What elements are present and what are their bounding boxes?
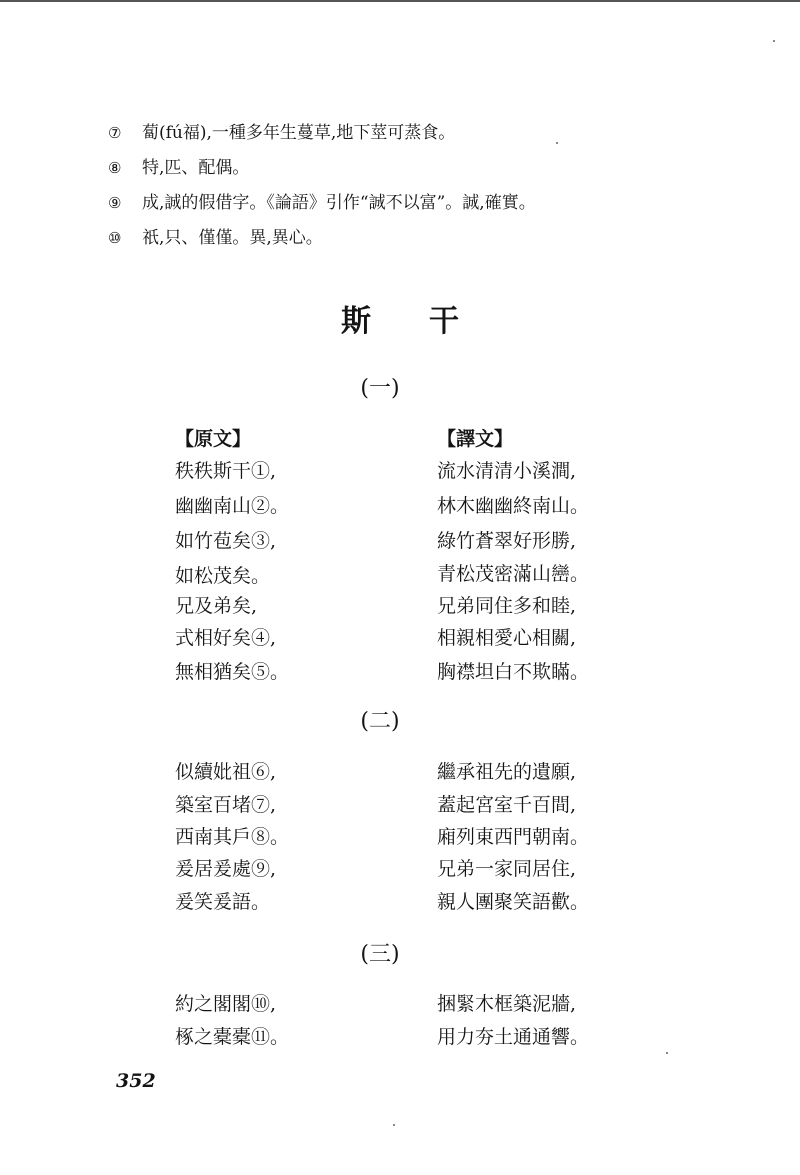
original-line: 爰笑爰語。 [175,891,271,913]
original-line: 如竹苞矣③, [175,530,277,552]
translation-line: 胸襟坦白不欺瞞。 [437,661,590,683]
translation-line: 廂列東西門朝南。 [437,826,590,848]
original-line: 式相好矣④, [175,627,277,649]
original-text-heading: 【原文】 [175,428,252,450]
translation-line: 用力夯土通通響。 [437,1026,590,1048]
top-border-line [0,0,800,2]
translation-heading: 【譯文】 [437,428,514,450]
original-line: 秩秩斯干①, [175,460,277,482]
original-line: 如松茂矣。 [175,565,271,587]
footnotes [108,122,728,262]
scan-speck [773,40,775,42]
poem-title: 斯干 [341,304,517,339]
translation-line: 捆緊木框築泥牆, [437,993,577,1015]
footnote-number: ⑦ [108,124,122,142]
footnote [108,157,728,192]
translation-line: 相親相愛心相關, [437,627,577,649]
original-line: 約之閣閣⑩, [175,993,277,1015]
footnote-number: ⑨ [108,194,122,212]
scan-speck [393,1124,395,1126]
translation-line: 兄弟同住多和睦, [437,595,577,617]
footnote-text: 蔔(fú福),一種多年生蔓草,地下莖可蒸食。 [142,123,456,143]
scan-speck [556,142,558,144]
section-heading: (一) [360,376,400,401]
footnote-number: ⑧ [108,159,122,177]
footnote-number: ⑩ [108,229,122,247]
footnote [108,227,728,262]
footnote-text: 祇,只、僅僅。異,異心。 [142,228,323,248]
translation-line: 流水清清小溪澗, [437,460,577,482]
footnote-text: 特,匹、配偶。 [142,158,250,178]
scan-speck [666,1052,668,1054]
original-line: 幽幽南山②。 [175,495,290,517]
translation-line: 綠竹蒼翠好形勝, [437,530,577,552]
translation-line: 林木幽幽終南山。 [437,495,590,517]
original-line: 爰居爰處⑨, [175,858,277,880]
section-heading: (二) [360,709,400,734]
footnote-text: 成,誠的假借字。《論語》引作“誠不以富”。誠,確實。 [142,193,536,213]
translation-line: 親人團聚笑語歡。 [437,891,590,913]
original-line: 築室百堵⑦, [175,794,277,816]
section-heading: (三) [360,942,400,967]
translation-line: 蓋起宮室千百間, [437,794,577,816]
original-line: 兄及弟矣, [175,595,258,617]
translation-line: 青松茂密滿山巒。 [437,563,590,585]
footnote [108,122,728,157]
translation-line: 兄弟一家同居住, [437,858,577,880]
original-line: 西南其戶⑧。 [175,826,290,848]
footnote [108,192,728,227]
original-line: 無相猶矣⑤。 [175,661,290,683]
translation-line: 繼承祖先的遺願, [437,761,577,783]
page-number: 352 [116,1070,156,1092]
original-line: 似續妣祖⑥, [175,761,277,783]
original-line: 椓之橐橐⑪。 [175,1026,290,1048]
